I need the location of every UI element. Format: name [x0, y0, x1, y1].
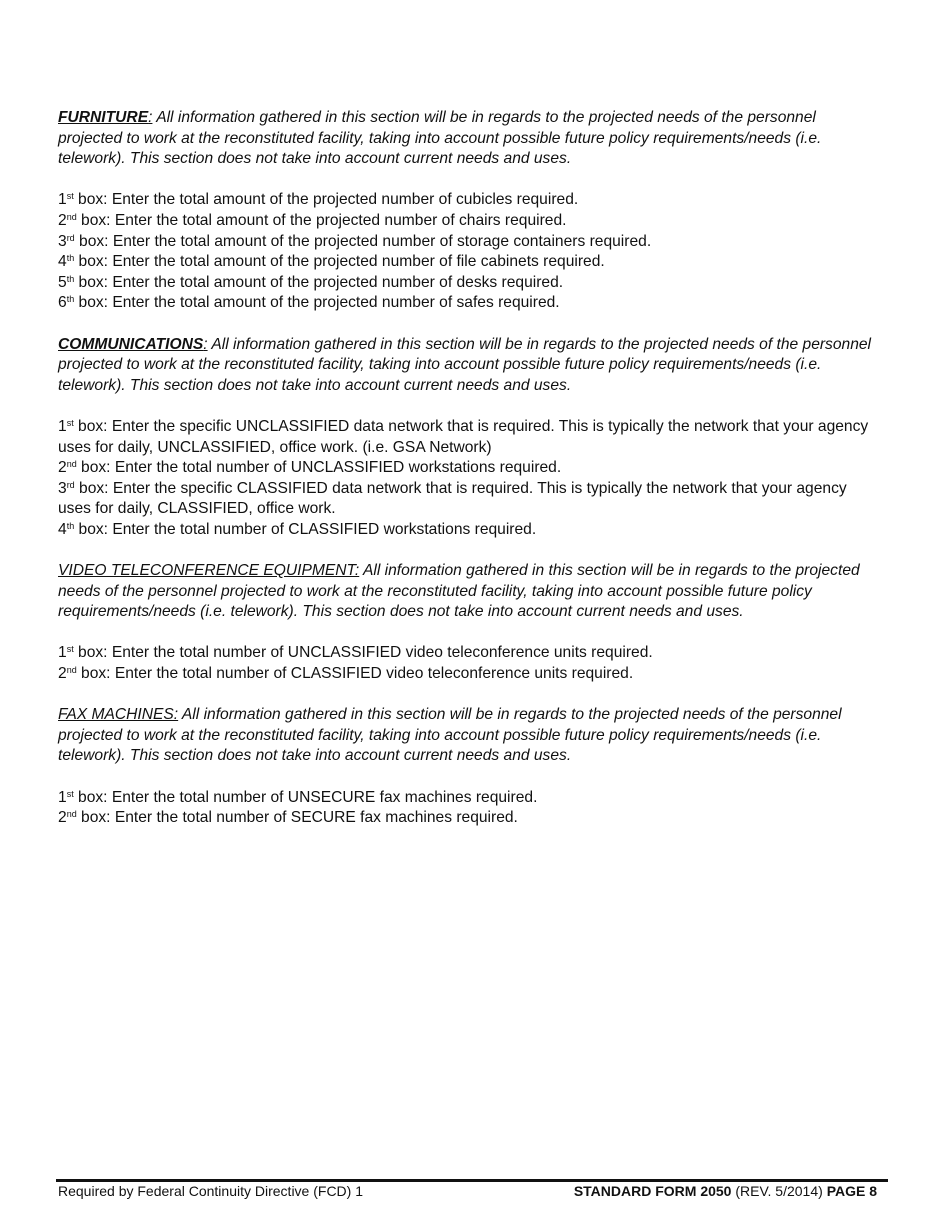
box-instructions-communications	[58, 417, 876, 541]
list-item	[58, 520, 876, 541]
box-instructions-video	[58, 643, 876, 684]
section-furniture	[58, 108, 876, 170]
box-number: 4	[58, 520, 67, 538]
list-item	[58, 232, 876, 253]
box-text: box: Enter the specific CLASSIFIED data network that is required. This is typically the network that your agency uses for daily, CLASSIFIED, office work.	[58, 479, 847, 518]
list-item	[58, 458, 876, 479]
footer-form-info	[574, 1183, 877, 1199]
box-instructions-furniture	[58, 190, 876, 314]
footer-page-number: PAGE 8	[826, 1183, 877, 1199]
box-ordinal: nd	[66, 211, 77, 222]
box-number: 6	[58, 294, 67, 312]
box-number: 1	[58, 417, 67, 435]
box-text: box: Enter the total amount of the projected number of chairs required.	[76, 211, 567, 229]
box-number: 1	[58, 644, 67, 662]
section-heading-punct: :	[203, 335, 208, 353]
box-number: 1	[58, 788, 67, 806]
footer-revision: (REV. 5/2014)	[731, 1183, 827, 1199]
box-instructions-fax	[58, 788, 876, 829]
section-fax-machines	[58, 705, 876, 767]
section-intro	[58, 335, 876, 397]
section-intro-text: All information gathered in this section will be in regards to the projected needs of the personnel projected to work at the reconstituted facility, taking into account possible future policy requirements/needs (i.e. telework). This section does not take into account current needs and uses.	[58, 109, 822, 168]
box-ordinal: nd	[66, 809, 77, 820]
section-heading: VIDEO TELECONFERENCE EQUIPMENT:	[58, 562, 360, 580]
list-item	[58, 808, 876, 829]
box-text: box: Enter the total number of SECURE fax machines required.	[76, 809, 518, 827]
list-item	[58, 252, 876, 273]
section-intro	[58, 561, 876, 623]
box-text: box: Enter the total amount of the projected number of file cabinets required.	[74, 253, 605, 271]
list-item	[58, 211, 876, 232]
box-number: 5	[58, 273, 67, 291]
box-text: box: Enter the total number of CLASSIFIED workstations required.	[74, 520, 537, 538]
box-number: 3	[58, 479, 67, 497]
list-item	[58, 417, 876, 458]
section-heading: COMMUNICATIONS	[58, 335, 204, 353]
box-number: 2	[58, 459, 67, 477]
box-text: box: Enter the total amount of the projected number of cubicles required.	[73, 191, 579, 209]
box-ordinal: st	[66, 644, 74, 655]
box-ordinal: th	[66, 520, 75, 531]
list-item	[58, 479, 876, 520]
box-ordinal: th	[66, 253, 75, 264]
list-item	[58, 293, 876, 314]
section-intro	[58, 108, 876, 170]
box-number: 1	[58, 191, 67, 209]
box-ordinal: nd	[66, 459, 77, 470]
section-intro-text: All information gathered in this section will be in regards to the projected needs of the personnel projected to work at the reconstituted facility, taking into account possible future policy requirements/needs (i.e. telework). This section does not take into account current needs and uses.	[58, 335, 872, 394]
box-ordinal: st	[66, 788, 74, 799]
footer-form-name: STANDARD FORM 2050	[573, 1183, 732, 1199]
box-text: box: Enter the total amount of the projected number of safes required.	[74, 294, 560, 312]
section-intro-text: All information gathered in this section will be in regards to the projected needs of the personnel projected to work at the reconstituted facility, taking into account possible future policy requirements/needs (i.e. telework). This section does not take into account current needs and uses.	[58, 562, 860, 621]
section-communications	[58, 335, 876, 397]
list-item	[58, 664, 876, 685]
footer-divider	[56, 1179, 888, 1182]
list-item	[58, 643, 876, 664]
box-ordinal: st	[66, 417, 74, 428]
box-text: box: Enter the total number of UNCLASSIFIED video teleconference units required.	[73, 644, 653, 662]
box-text: box: Enter the total number of UNSECURE fax machines required.	[73, 788, 538, 806]
box-text: box: Enter the total amount of the projected number of desks required.	[74, 273, 564, 291]
box-ordinal: st	[66, 191, 74, 202]
footer-directive: Required by Federal Continuity Directive (FCD) 1	[58, 1183, 363, 1199]
box-ordinal: rd	[66, 479, 75, 490]
box-ordinal: rd	[66, 232, 75, 243]
box-number: 2	[58, 809, 67, 827]
box-number: 2	[58, 665, 67, 683]
section-heading: FURNITURE	[58, 109, 149, 126]
section-heading-punct: :	[148, 109, 153, 126]
box-text: box: Enter the total number of CLASSIFIED video teleconference units required.	[76, 665, 634, 683]
box-number: 2	[58, 211, 67, 229]
section-heading: FAX MACHINES:	[58, 706, 179, 724]
list-item	[58, 788, 876, 809]
list-item	[58, 190, 876, 211]
box-number: 4	[58, 253, 67, 271]
box-ordinal: nd	[66, 665, 77, 676]
list-item	[58, 273, 876, 294]
section-intro-text: All information gathered in this section will be in regards to the projected needs of the personnel projected to work at the reconstituted facility, taking into account possible future policy requirements/needs (i.e. telework). This section does not take into account current needs and uses.	[58, 706, 842, 765]
box-number: 3	[58, 232, 67, 250]
section-video-teleconference	[58, 561, 876, 623]
box-text: box: Enter the total amount of the projected number of storage containers required.	[74, 232, 652, 250]
section-intro	[58, 705, 876, 767]
box-text: box: Enter the specific UNCLASSIFIED data network that is required. This is typically the network that your agency uses for daily, UNCLASSIFIED, office work. (i.e. GSA Network)	[58, 417, 869, 456]
document-body	[58, 108, 876, 849]
box-text: box: Enter the total number of UNCLASSIFIED workstations required.	[76, 459, 562, 477]
box-ordinal: th	[66, 273, 75, 284]
box-ordinal: th	[66, 294, 75, 305]
